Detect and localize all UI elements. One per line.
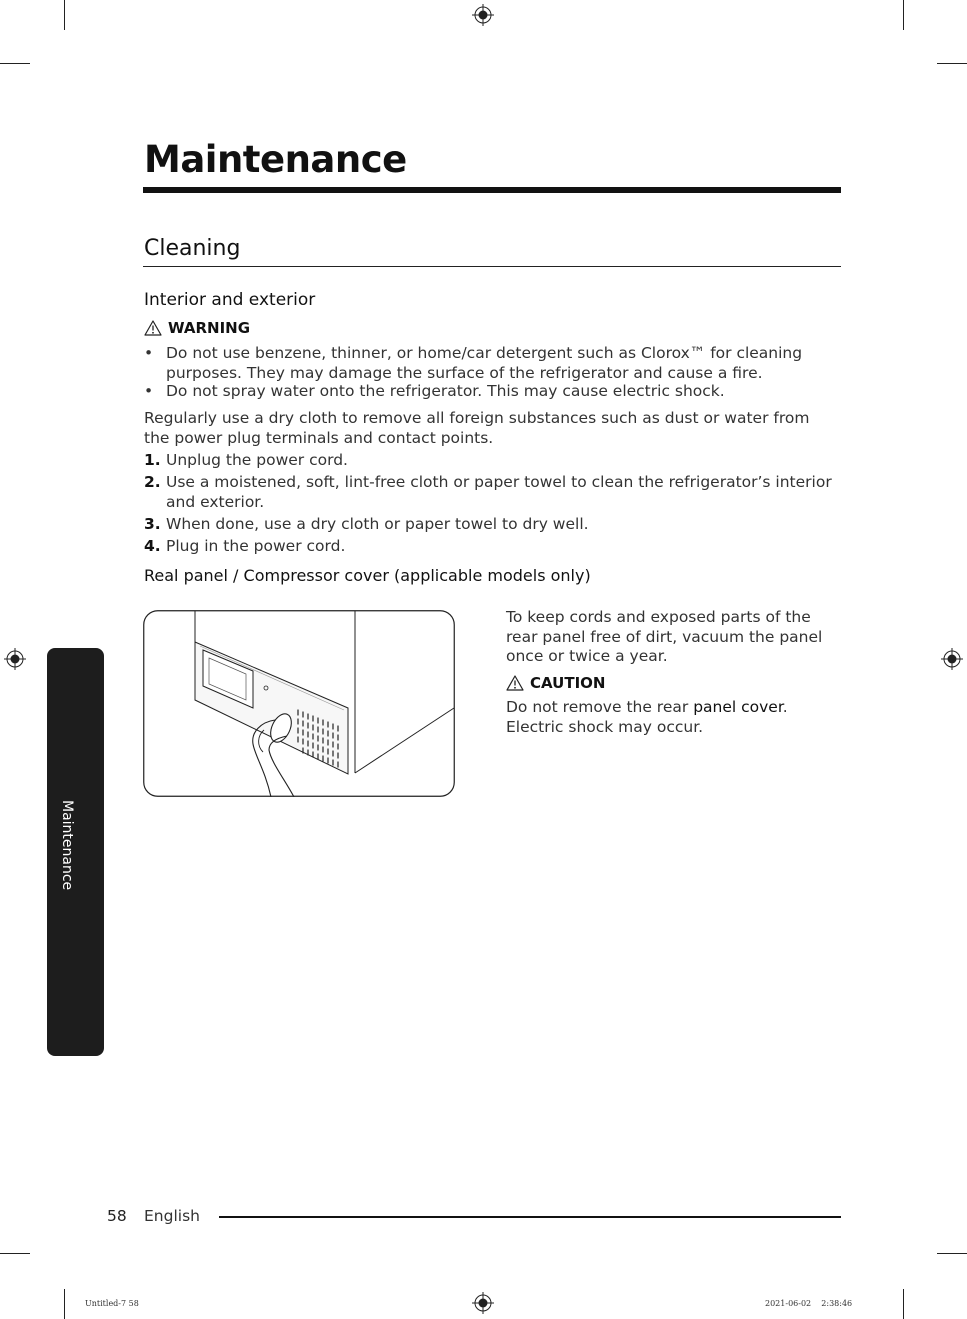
warning-bullet-text: Do not spray water onto the refrigerator. This may cause electric shock. bbox=[166, 382, 725, 400]
crop-mark bbox=[903, 1289, 904, 1319]
print-slug-right: 2021-06-02 2:38:46 bbox=[765, 1299, 853, 1308]
title-divider bbox=[143, 187, 841, 193]
page-number: 58 bbox=[107, 1207, 127, 1225]
step-item bbox=[144, 451, 834, 471]
step-item bbox=[144, 537, 834, 557]
caution-label: CAUTION bbox=[530, 674, 606, 692]
step-number: 4. bbox=[144, 537, 161, 555]
registration-mark-icon bbox=[4, 648, 26, 670]
rear-panel-illustration bbox=[143, 610, 455, 797]
step-item bbox=[144, 473, 834, 513]
crop-mark bbox=[64, 1289, 65, 1319]
warning-heading bbox=[144, 319, 250, 337]
crop-mark bbox=[903, 0, 904, 30]
section-divider bbox=[143, 266, 841, 267]
caution-line-2: Electric shock may occur. bbox=[506, 717, 704, 736]
crop-mark bbox=[937, 63, 967, 64]
warning-bullet-text: Do not use benzene, thinner, or home/car detergent such as Clorox™ for cleaning purposes. They may damage the surface of the refrigerator and cause a fire. bbox=[166, 344, 803, 382]
step-number: 1. bbox=[144, 451, 161, 469]
step-number: 3. bbox=[144, 515, 161, 533]
crop-mark bbox=[64, 0, 65, 30]
registration-mark-icon bbox=[472, 4, 494, 26]
chapter-side-tab bbox=[47, 648, 104, 1056]
bullet-dot: • bbox=[144, 344, 154, 362]
print-slug-left: Untitled-7 58 bbox=[85, 1299, 139, 1308]
step-item bbox=[144, 515, 834, 535]
caution-text bbox=[506, 698, 836, 737]
caution-triangle-icon bbox=[506, 675, 524, 691]
caution-heading bbox=[506, 674, 605, 692]
step-text: Use a moistened, soft, lint-free cloth or paper towel to clean the refrigerator’s interior and exterior. bbox=[166, 473, 832, 511]
section-heading: Cleaning bbox=[144, 236, 241, 261]
rear-panel-heading: Real panel / Compressor cover (applicable models only) bbox=[144, 566, 591, 585]
step-text: Plug in the power cord. bbox=[166, 537, 346, 555]
footer-divider bbox=[219, 1216, 841, 1218]
step-text: When done, use a dry cloth or paper towel to dry well. bbox=[166, 515, 589, 533]
page-title: Maintenance bbox=[144, 138, 407, 181]
warning-bullet bbox=[144, 344, 834, 384]
step-text: Unplug the power cord. bbox=[166, 451, 348, 469]
rear-panel-description: To keep cords and exposed parts of the rear panel free of dirt, vacuum the panel once or twice a year. bbox=[506, 608, 823, 665]
warning-bullet bbox=[144, 382, 834, 402]
step-number: 2. bbox=[144, 473, 161, 491]
side-tab-label: Maintenance bbox=[59, 800, 75, 891]
warning-triangle-icon bbox=[144, 320, 162, 336]
footer-language: English bbox=[144, 1207, 200, 1225]
registration-mark-icon bbox=[941, 648, 963, 670]
intro-paragraph: Regularly use a dry cloth to remove all foreign substances such as dust or water from the power plug terminals and contact points. bbox=[144, 409, 810, 447]
bullet-dot: • bbox=[144, 382, 154, 400]
crop-mark bbox=[0, 63, 30, 64]
crop-mark bbox=[937, 1253, 967, 1254]
warning-label: WARNING bbox=[168, 319, 251, 337]
caution-prefix: Do not remove the rear bbox=[506, 698, 694, 716]
caution-highlight: panel cover bbox=[693, 698, 783, 716]
registration-mark-icon bbox=[472, 1292, 494, 1314]
crop-mark bbox=[0, 1253, 30, 1254]
subsection-heading: Interior and exterior bbox=[144, 290, 316, 310]
caution-suffix: . bbox=[782, 698, 788, 716]
